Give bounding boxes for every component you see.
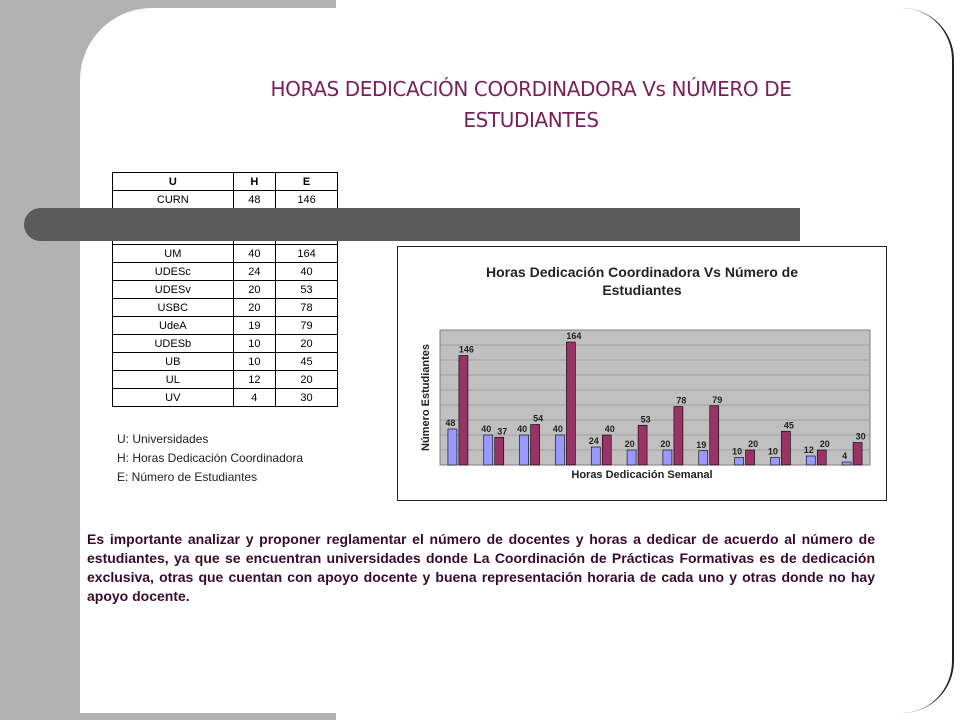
data-label: 164 (566, 331, 582, 341)
decor-bar (24, 208, 800, 241)
data-label: 30 (855, 431, 866, 442)
x-axis-label: Horas Dedicación Semanal (571, 469, 713, 481)
bar-hours (627, 450, 636, 465)
bar-students (710, 406, 719, 465)
bar-students (566, 342, 575, 465)
data-label: 20 (624, 439, 635, 449)
data-label: 54 (533, 413, 544, 424)
bar-students (817, 450, 826, 465)
bar-hours (770, 458, 779, 466)
bar-students (638, 425, 647, 465)
table-row (113, 371, 338, 389)
table-row (113, 299, 338, 317)
table-cell: 19 (233, 317, 275, 335)
table-cell: UV (113, 389, 234, 407)
table-cell: 24 (233, 263, 275, 281)
bar-hours (591, 447, 600, 465)
table-cell: 40 (233, 245, 275, 263)
legend-block (117, 430, 303, 487)
data-label: 10 (732, 446, 743, 457)
data-label: 40 (552, 424, 563, 434)
table-cell: 4 (233, 389, 275, 407)
table-cell: 12 (233, 371, 275, 389)
table-cell: 40 (276, 263, 338, 281)
bar-students (746, 450, 755, 465)
y-axis-label: Número Estudiantes (420, 344, 432, 451)
decor-gray-left-strip (0, 0, 80, 720)
table-row (113, 389, 338, 407)
table-row (113, 281, 338, 299)
table-header-u: U (113, 173, 234, 191)
bar-students (495, 437, 504, 465)
legend-h: H: Horas Dedicación Coordinadora (117, 451, 304, 465)
data-label: 4 (842, 451, 848, 461)
table-cell: UdeA (113, 317, 234, 335)
table-row (113, 245, 338, 263)
bar-students (781, 431, 790, 465)
table-cell: 48 (233, 191, 275, 209)
table-cell: 20 (276, 335, 338, 353)
data-label: 78 (676, 395, 687, 406)
bar-chart (398, 247, 886, 500)
table-cell: UB (113, 353, 234, 371)
legend-e: E: Número de Estudiantes (117, 470, 258, 484)
table-cell: 10 (233, 353, 275, 371)
bar-hours (448, 429, 457, 465)
data-label: 40 (481, 424, 492, 434)
table-row (113, 263, 338, 281)
data-label: 20 (748, 439, 759, 449)
table-cell: 10 (233, 335, 275, 353)
data-label: 53 (640, 414, 651, 425)
table-cell: 20 (233, 299, 275, 317)
data-label: 48 (445, 418, 456, 428)
table-header-e: E (276, 173, 338, 191)
data-label: 37 (497, 426, 508, 437)
table-cell: CURN (113, 191, 234, 209)
data-label: 45 (783, 420, 794, 431)
legend-u: U: Universidades (117, 432, 209, 446)
body-paragraph: Es importante analizar y proponer reglamentar el número de docentes y horas a dedicar de acuerdo al número de estudiantes, ya que se encuentran universidades donde La Coordinación de Prácticas Formativas es de dedicación exclusiva, otras que cuentan con apoyo docente y buena representación horaria de cada uno y otras donde no hay apoyo docente. (87, 531, 875, 604)
bar-hours (484, 435, 493, 465)
data-label: 10 (767, 446, 778, 457)
table-cell: UDESc (113, 263, 234, 281)
bar-hours (735, 458, 744, 466)
table-cell: UDESv (113, 281, 234, 299)
table-cell: 20 (276, 371, 338, 389)
data-label: 20 (660, 439, 671, 449)
table-row (113, 317, 338, 335)
table-cell: UM (113, 245, 234, 263)
bar-hours (555, 435, 564, 465)
data-label: 12 (803, 445, 814, 455)
data-label: 146 (458, 344, 474, 355)
data-label: 24 (588, 436, 599, 446)
data-label: 40 (604, 424, 615, 434)
table-row (113, 191, 338, 209)
table-cell: USBC (113, 299, 234, 317)
bar-hours (806, 456, 815, 465)
bar-hours (663, 450, 672, 465)
table-cell: 20 (233, 281, 275, 299)
data-label: 19 (696, 439, 707, 450)
table-cell: 146 (276, 191, 338, 209)
bar-students (853, 443, 862, 466)
bar-hours (520, 435, 529, 465)
table-row (113, 353, 338, 371)
table-header-h: H (233, 173, 275, 191)
data-label: 20 (819, 439, 830, 449)
data-label: 79 (712, 394, 723, 405)
bar-students (602, 435, 611, 465)
table-cell: 53 (276, 281, 338, 299)
slide-title: HORAS DEDICACIÓN COORDINADORA Vs NÚMERO DE ESTUDIANTES (270, 77, 792, 132)
table-cell: 30 (276, 389, 338, 407)
table-cell: UL (113, 371, 234, 389)
bar-hours (842, 462, 851, 465)
chart-box (397, 246, 887, 501)
table-cell: 164 (276, 245, 338, 263)
bar-hours (699, 451, 708, 465)
bar-students (459, 356, 468, 466)
bar-students (531, 425, 540, 466)
bar-students (674, 407, 683, 466)
table-cell: UDESb (113, 335, 234, 353)
table-header-row (113, 173, 338, 191)
data-label: 40 (517, 424, 528, 434)
table-cell: 79 (276, 317, 338, 335)
chart-title: Horas Dedicación Coordinadora Vs Número de Estudiantes (486, 264, 798, 298)
table-cell: 78 (276, 299, 338, 317)
table-cell: 45 (276, 353, 338, 371)
table-row (113, 335, 338, 353)
